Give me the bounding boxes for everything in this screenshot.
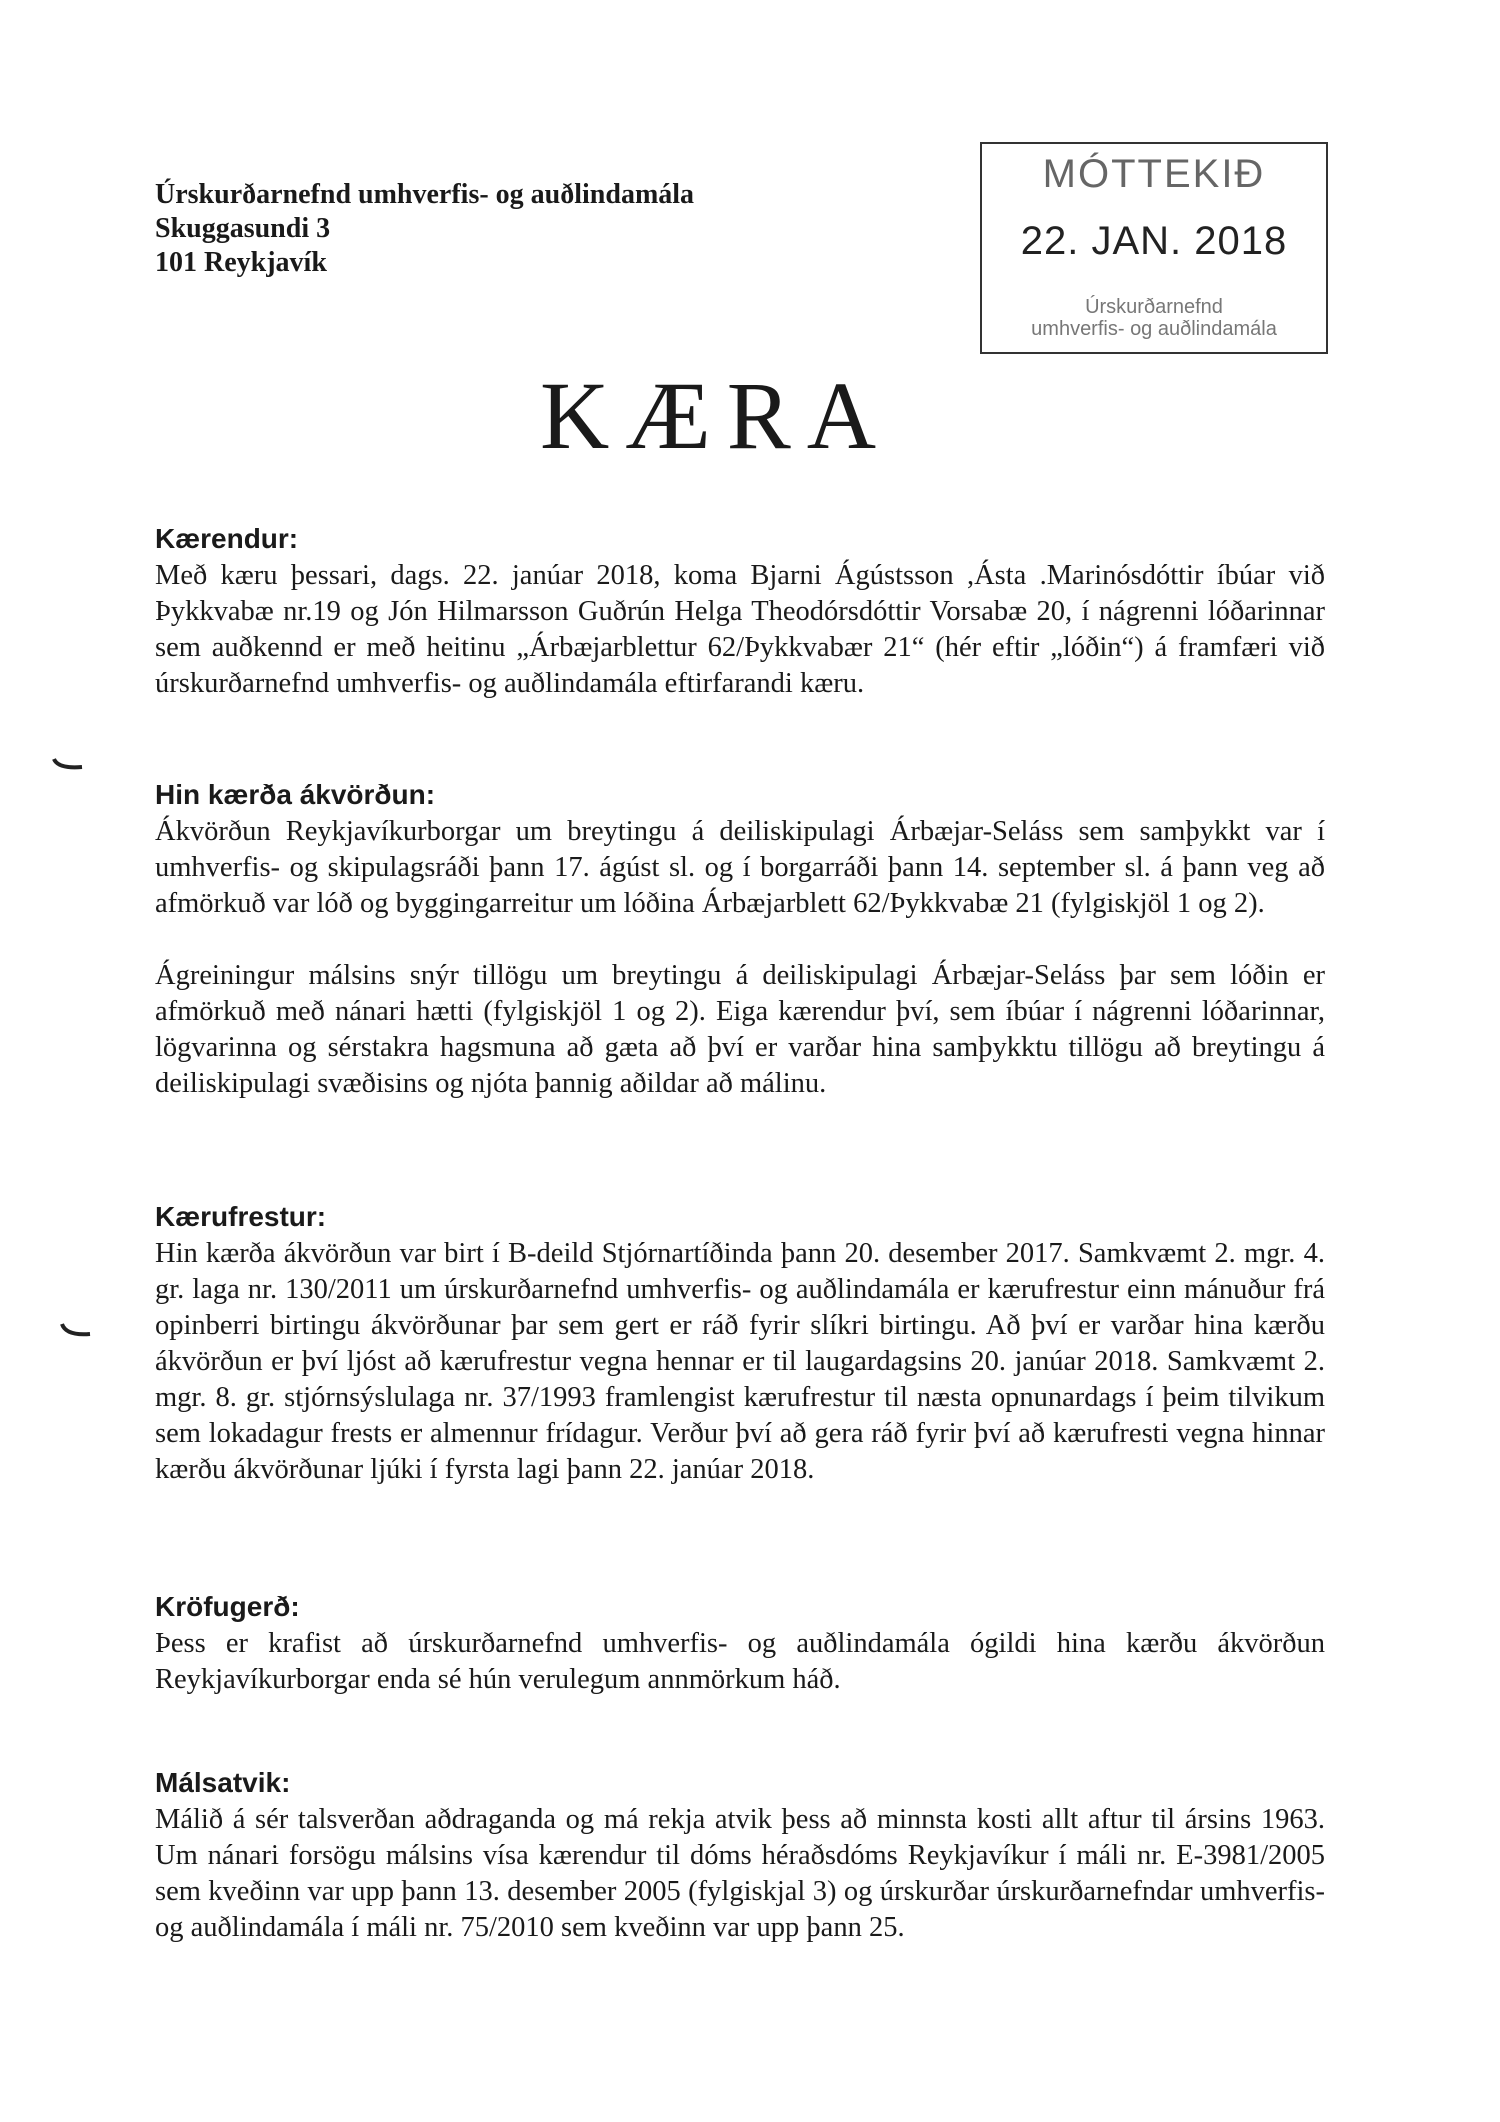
margin-check-mark-icon	[52, 755, 84, 773]
section-text: Ágreiningur málsins snýr tillögu um breytingu á deiliskipulagi Árbæjar-Seláss þar sem lóðin er afmörkuð með nánari hætti (fylgiskjöl 1 og 2). Eiga kærendur því, sem íbúar í nágrenni lóðarinnar, lögvarinna og sérstakra hagsmuna að gæta að því er varðar hina samþykktu tillögu að breytingu á deiliskipulagi svæðisins og njóta þannig aðildar að málinu.	[155, 960, 1325, 1099]
received-stamp	[980, 142, 1328, 354]
stamp-org-line-1: Úrskurðarnefnd	[1085, 296, 1223, 318]
document-title: KÆRA	[540, 362, 893, 469]
section-kaerufrestur	[155, 1200, 1325, 1488]
address-line-2: Skuggasundi 3	[155, 213, 331, 244]
section-heading: Málsatvik:	[155, 1767, 291, 1798]
section-heading: Hin kærða ákvörðun:	[155, 779, 436, 810]
section-text: Ákvörðun Reykjavíkurborgar um breytingu á deiliskipulagi Árbæjar-Seláss sem samþykkt var í umhverfis- og skipulagsráði þann 17. ágúst sl. og í borgarráði þann 14. september sl. á þann veg að afmörkuð var lóð og byggingarreitur um lóðina Árbæjarblett 62/Þykkvabæ 21 (fylgiskjöl 1 og 2).	[155, 816, 1325, 919]
section-heading: Kærendur:	[155, 523, 299, 554]
recipient-address	[155, 178, 694, 280]
stamp-org-line-2: umhverfis- og auðlindamála	[1031, 318, 1277, 340]
section-text: Hin kærða ákvörðun var birt í B-deild Stjórnartíðinda þann 20. desember 2017. Samkvæmt 2. mgr. 4. gr. laga nr. 130/2011 um úrskurðarnefnd umhverfis- og auðlindamála er kærufrestur einn mánuður frá opinberri birtingu ákvörðunar þar sem gert er ráð fyrir slíkri birtingu. Að því er varðar hina kærðu ákvörðun er því ljóst að kærufrestur vegna hennar er til laugardagsins 20. janúar 2018. Samkvæmt 2. mgr. 8. gr. stjórnsýslulaga nr. 37/1993 framlengist kærufrestur til næsta opnunardags í þeim tilvikum sem lokadagur frests er almennur frídagur. Verður því að gera ráð fyrir því að kærufresti vegna hinnar kærðu ákvörðunar ljúki í fyrsta lagi þann 22. janúar 2018.	[155, 1238, 1325, 1485]
address-line-3: 101 Reykjavík	[155, 247, 327, 278]
section-heading: Kröfugerð:	[155, 1591, 300, 1622]
section-text: Þess er krafist að úrskurðarnefnd umhverfis- og auðlindamála ógildi hina kærðu ákvörðun Reykjavíkurborgar enda sé hún verulegum annmörkum háð.	[155, 1628, 1325, 1695]
stamp-date: 22. JAN. 2018	[1020, 219, 1288, 263]
section-heading: Kærufrestur:	[155, 1201, 327, 1232]
section-text: Málið á sér talsverðan aðdraganda og má rekja atvik þess að minnsta kosti allt aftur til ársins 1963. Um nánari forsögu málsins vísa kærendur til dóms héraðsdóms Reykjavíkur í máli nr. E-3981/2005 sem kveðinn var upp þann 13. desember 2005 (fylgiskjal 3) og úrskurðar úrskurðarnefndar umhverfis- og auðlindamála í máli nr. 75/2010 sem kveðinn var upp þann 25.	[155, 1804, 1325, 1943]
section-krofugerd	[155, 1590, 1325, 1698]
section-akvordun	[155, 778, 1325, 1102]
stamp-received-label: MÓTTEKIÐ	[1042, 152, 1266, 196]
section-malsatvik	[155, 1766, 1325, 1946]
stamp-organization	[982, 296, 1326, 340]
address-line-1: Úrskurðarnefnd umhverfis- og auðlindamála	[155, 179, 695, 210]
section-kaerendur	[155, 522, 1325, 702]
section-text: Með kæru þessari, dags. 22. janúar 2018, koma Bjarni Ágústsson ,Ásta .Marinósdóttir íbúar við Þykkvabæ nr.19 og Jón Hilmarsson Guðrún Helga Theodórsdóttir Vorsabæ 20, í nágrenni lóðarinnar sem auðkennd er með heitinu „Árbæjarblettur 62/Þykkvabær 21“ (hér eftir „lóðin“) á framfæri við úrskurðarnefnd umhverfis- og auðlindamála eftirfarandi kæru.	[155, 560, 1325, 699]
margin-check-mark-icon	[60, 1322, 92, 1340]
